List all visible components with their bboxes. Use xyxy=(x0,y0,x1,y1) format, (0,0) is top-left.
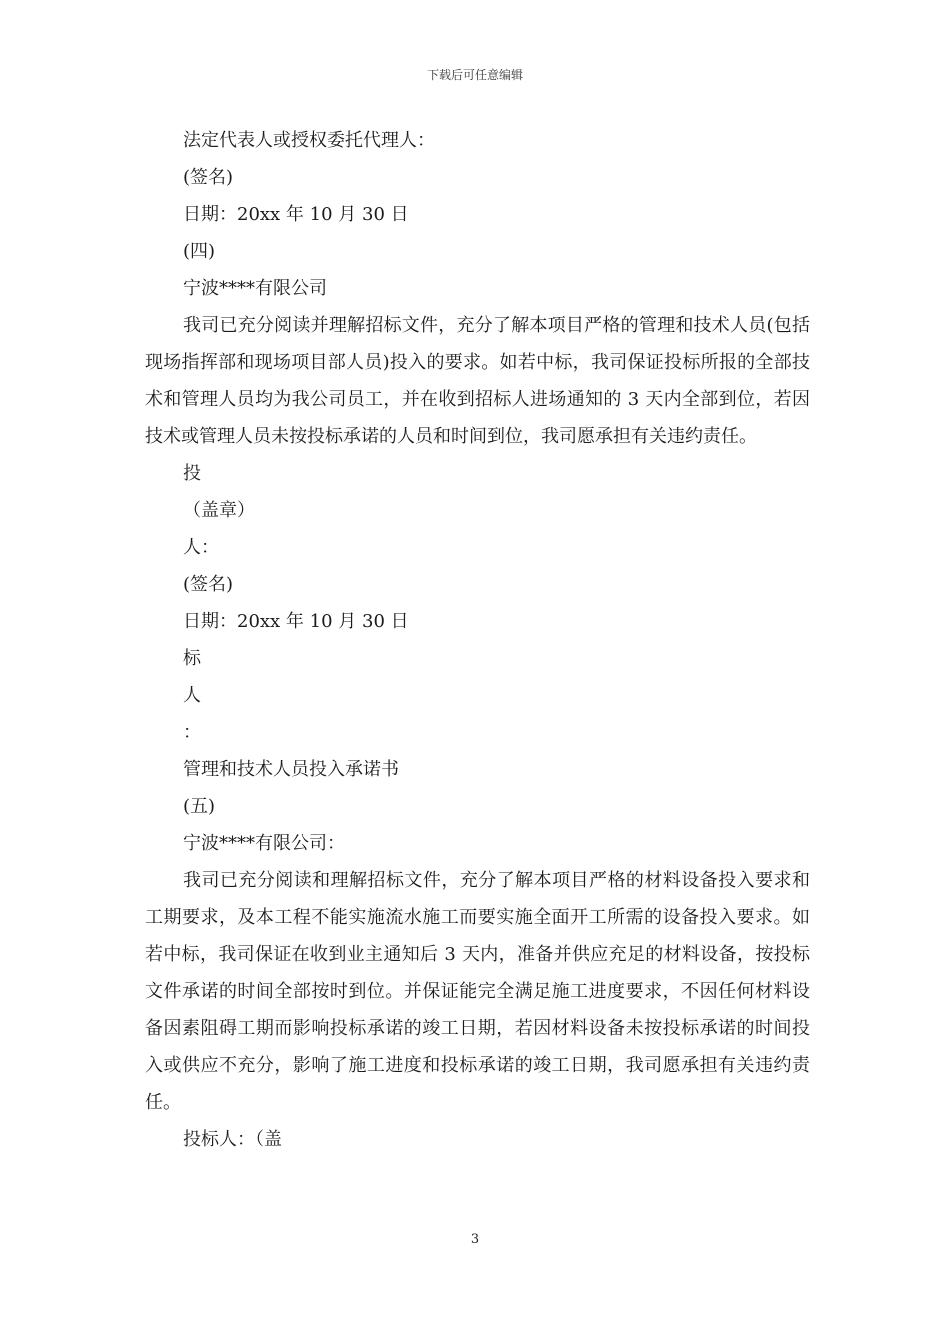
colon-char: ： xyxy=(183,722,201,743)
addressee: 宁波****有限公司 xyxy=(183,278,327,299)
representative-label: 法定代表人或授权委托代理人： xyxy=(183,130,435,151)
person-char: 人 xyxy=(183,685,201,706)
bidder-char-1: 投 xyxy=(183,463,201,484)
bidder-seal-line: 投标人：（盖 xyxy=(183,1129,282,1150)
date-line: 日期：20xx 年 10 月 30 日 xyxy=(183,611,409,632)
seal-label: （盖章） xyxy=(183,500,255,521)
page-number: 3 xyxy=(470,1232,480,1247)
bidder-char-2: 标 xyxy=(183,648,201,669)
commitment-paragraph: 我司已充分阅读并理解招标文件，充分了解本项目严格的管理和技术人员(包括现场指挥部和现场项目部人员)投入的要求。如若中标，我司保证投标所报的全部技术和管理人员均为我公司员工，并在收到招标人进场通知的 3 天内全部到位，若因技术或管理人员未按投标承诺的人员和时间到位，我司愿承担有关违约责任。 xyxy=(145,315,810,447)
signature-label: (签名) xyxy=(183,167,234,188)
signature-label: (签名) xyxy=(183,574,234,595)
document-body xyxy=(145,122,810,1158)
section-number: (五) xyxy=(183,796,216,817)
commitment-paragraph: 我司已充分阅读和理解招标文件，充分了解本项目严格的材料设备投入要求和工期要求，及本工程不能实施流水施工而要实施全面开工所需的设备投入要求。如若中标，我司保证在收到业主通知后 3 天内，准备并供应充足的材料设备，按投标文件承诺的时间全部按时到位。并保证能完全满足施工进度要求，不因任何材料设备因素阻碍工期而影响投标承诺的竣工日期，若因材料设备未按投标承诺的时间投入或供应不充分，影响了施工进度和投标承诺的竣工日期，我司愿承担有关违约责任。 xyxy=(145,870,810,1113)
page-header: 下载后可任意编辑 xyxy=(426,68,523,82)
bidder-char-3: 人： xyxy=(183,537,219,558)
section-number: (四) xyxy=(183,241,216,262)
section-title: 管理和技术人员投入承诺书 xyxy=(183,759,399,780)
date-line: 日期：20xx 年 10 月 30 日 xyxy=(183,204,409,225)
addressee: 宁波****有限公司： xyxy=(183,833,345,854)
